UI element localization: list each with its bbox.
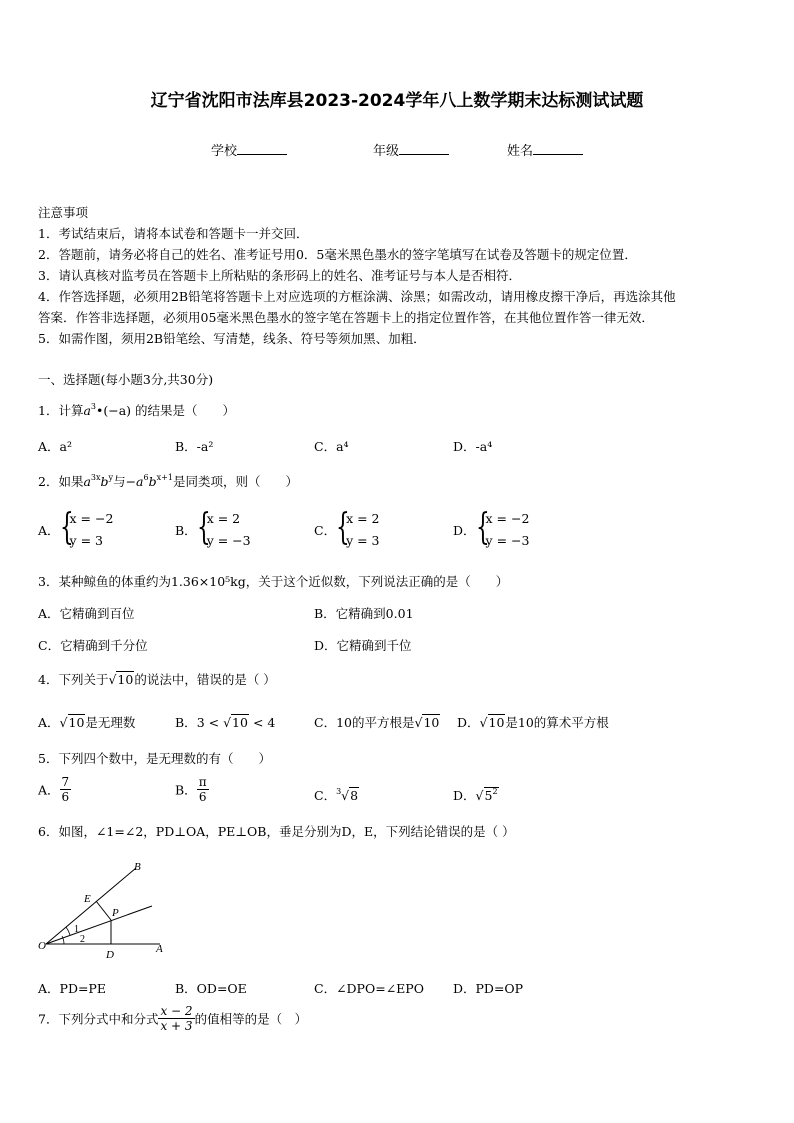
school-blank[interactable] [237,142,287,155]
label-d: D [106,949,114,961]
q6-option-d[interactable]: D．PD=OP [453,981,524,996]
section-heading: 一、选择题(每小题3分,共30分) [38,372,214,387]
question-4-stem: 4．下列关于√10的说法中，错误的是（ ） [38,672,276,687]
grade-blank[interactable] [399,142,449,155]
q4-option-b[interactable]: B．3 < √10 < 4 [175,715,276,730]
notice-item: 答案．作答非选择题，必须用05毫米黑色墨水的签字笔在答题卡上的指定位置作答，在其他位置作答一律无效． [38,310,654,325]
q3-option-c[interactable]: C．它精确到千分位 [38,638,148,653]
page-title: 辽宁省沈阳市法库县2023-2024学年八上数学期末达标测试试题 [150,91,644,111]
q2-option-a[interactable]: A． { x = −2 y = 3 [38,507,114,548]
label-angle-2: 2 [80,934,85,945]
name-field[interactable]: 姓名 [507,140,583,159]
q3-option-d[interactable]: D．它精确到千位 [314,638,412,653]
ray-ob [46,868,136,944]
q3-option-a[interactable]: A．它精确到百位 [38,606,135,621]
q5-option-b[interactable]: B． $\frac{\pi}{6}$ [175,775,207,804]
notice-item: 5．如需作图，须用2B铅笔绘、写清楚，线条、符号等须加黑、加粗． [38,331,426,346]
q6-option-b[interactable]: B．OD=OE [175,981,247,996]
label-angle-1: 1 [74,924,79,935]
q5-option-a[interactable]: A． $\frac{7}{6}$ [38,775,70,804]
q2-option-b[interactable]: B． { x = 2 y = −3 [175,507,251,548]
notice-item: 1．考试结束后，请将本试卷和答题卡一并交回． [38,226,309,241]
question-2-stem: 2．如果$a^{3x}b^y$与$-a^6b^{x+1}$是同类项，则（ ） [38,473,298,489]
q1-option-b[interactable]: B．-a² [175,439,214,454]
q2-option-d[interactable]: D． { x = −2 y = −3 [453,507,530,548]
q4-option-a[interactable]: A．√10是无理数 [38,715,136,730]
notice-heading: 注意事项 [38,205,89,220]
notice-item: 3．请认真核对监考员在答题卡上所粘贴的条形码上的姓名、准考证号与本人是否相符． [38,268,521,283]
q1-option-c[interactable]: C．a⁴ [314,439,349,454]
q2-option-c[interactable]: C． { x = 2 y = 3 [314,507,380,548]
label-a: A [156,943,163,955]
label-b: B [134,861,141,873]
name-blank[interactable] [533,142,583,155]
notice-item: 4．作答选择题，必须用2B铅笔将答题卡上对应选项的方框涂满、涂黑；如需改动，请用橡皮擦干净后，再选涂其他 [38,289,676,304]
angle-1-arc [66,927,70,935]
q5-option-d[interactable]: D．$√5^2$ [453,787,498,803]
q4-option-d[interactable]: D．√10是10的算术平方根 [457,715,609,730]
angle-bisector-figure [36,856,176,964]
notice-item: 2．答题前，请务必将自己的姓名、准考证号用0．5毫米黑色墨水的签字笔填写在试卷及答题卡的规定位置． [38,247,637,262]
label-o: O [38,940,46,952]
question-3-stem: 3．某种鲸鱼的体重约为1.36×10⁵kg，关于这个近似数，下列说法正确的是（ ） [38,574,509,589]
question-6-stem: 6．如图，∠1=∠2，PD⊥OA，PE⊥OB，垂足分别为D，E，下列结论错误的是（ ） [38,824,515,839]
q1-option-a[interactable]: A．a² [38,439,72,454]
q1-option-d[interactable]: D．-a⁴ [453,439,493,454]
q5-option-c[interactable]: C．$^3$√8 [314,787,359,803]
question-7-stem: 7．下列分式中和分式 $\frac{x - 2}{x + 3}$ 的值相等的是（ ） [38,1004,308,1033]
ray-op [46,906,152,944]
q6-option-a[interactable]: A．PD=PE [38,981,106,996]
question-5-stem: 5．下列四个数中，是无理数的有（ ） [38,751,271,766]
segment-pe [96,901,111,920]
grade-field[interactable]: 年级 [373,140,449,159]
school-field[interactable]: 学校 [211,140,287,159]
q3-option-b[interactable]: B．它精确到0.01 [314,606,414,621]
q4-option-c[interactable]: C．10的平方根是√10 [314,715,440,730]
question-1-stem: 1．计算$a^3•(-a)$ 的结果是（ ） [38,402,236,418]
label-e: E [84,893,91,905]
q6-option-c[interactable]: C．∠DPO=∠EPO [314,981,424,996]
label-p: P [112,907,119,919]
